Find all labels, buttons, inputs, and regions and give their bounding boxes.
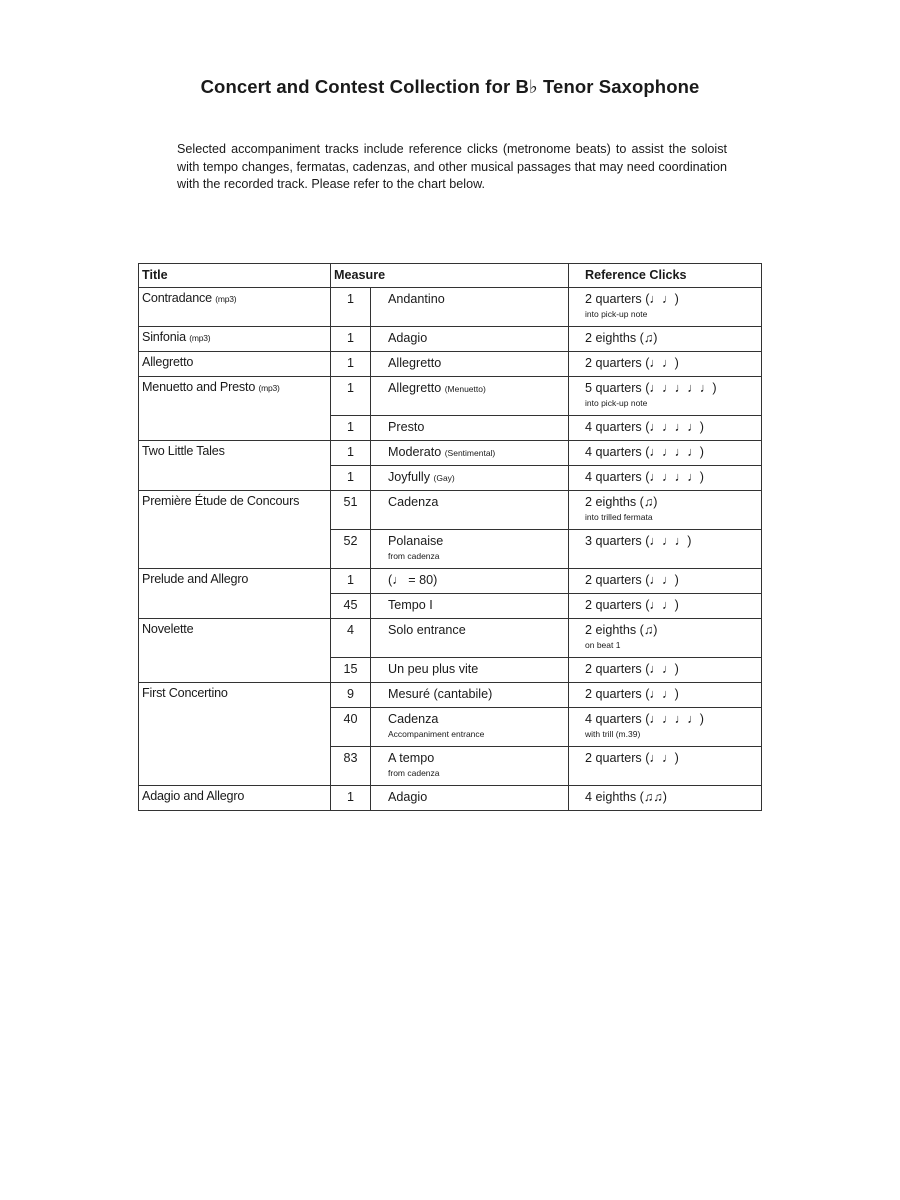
section-cell xyxy=(371,288,569,327)
section-cell xyxy=(371,747,569,786)
table-row xyxy=(139,377,762,416)
piece-title-cell xyxy=(139,288,331,327)
reference-clicks-cell xyxy=(569,530,762,569)
header-title: Title xyxy=(139,264,331,288)
piece-title: First Concertino xyxy=(142,686,228,700)
reference-clicks: 5 quarters (♩♩♩♩♩) xyxy=(585,381,717,395)
reference-clicks: 2 eighths (♫) xyxy=(585,623,658,637)
reference-clicks-cell xyxy=(569,491,762,530)
measure-number: 1 xyxy=(331,466,371,491)
section-name: Un peu plus vite xyxy=(388,662,479,676)
piece-title-cell xyxy=(139,683,331,786)
reference-clicks-cell xyxy=(569,658,762,683)
measure-number: 1 xyxy=(331,352,371,377)
piece-format-note: (mp3) xyxy=(258,383,280,393)
section-cell xyxy=(371,377,569,416)
measure-number: 1 xyxy=(331,377,371,416)
piece-title-cell xyxy=(139,377,331,441)
section-cell xyxy=(371,786,569,811)
reference-clicks-cell xyxy=(569,683,762,708)
section-cell xyxy=(371,352,569,377)
measure-number: 15 xyxy=(331,658,371,683)
piece-title-cell xyxy=(139,491,331,569)
section-cell xyxy=(371,327,569,352)
reference-clicks-cell xyxy=(569,377,762,416)
reference-clicks-note: on beat 1 xyxy=(585,640,621,650)
intro-paragraph: Selected accompaniment tracks include reference clicks (metronome beats) to assist the soloist with tempo changes, fermatas, cadenzas, and other musical passages that may need coordination with the recorded track. Please refer to the chart below. xyxy=(177,142,727,191)
piece-title-cell xyxy=(139,786,331,811)
measure-number: 52 xyxy=(331,530,371,569)
table-body xyxy=(139,288,762,811)
table-row xyxy=(139,288,762,327)
reference-clicks: 2 quarters (♩♩) xyxy=(585,292,679,306)
reference-clicks: 2 quarters (♩♩) xyxy=(585,687,679,701)
section-note: (Menuetto) xyxy=(444,384,486,394)
reference-clicks-cell xyxy=(569,288,762,327)
piece-title: Contradance xyxy=(142,291,212,305)
section-name: Cadenza xyxy=(388,712,439,726)
header-measure: Measure xyxy=(331,264,569,288)
piece-title-cell xyxy=(139,352,331,377)
section-name: Solo entrance xyxy=(388,623,466,637)
section-name: Allegretto xyxy=(388,356,442,370)
table-row xyxy=(139,441,762,466)
reference-clicks-cell xyxy=(569,352,762,377)
piece-title: Sinfonia xyxy=(142,330,186,344)
section-cell xyxy=(371,708,569,747)
section-note: (Gay) xyxy=(433,473,455,483)
piece-title-cell xyxy=(139,619,331,683)
piece-title: Novelette xyxy=(142,622,194,636)
piece-title: Two Little Tales xyxy=(142,444,225,458)
section-name: Tempo I xyxy=(388,598,433,612)
section-name: Polanaise xyxy=(388,534,444,548)
section-name: Allegretto xyxy=(388,381,442,395)
section-name: Presto xyxy=(388,420,425,434)
header-reference-clicks: Reference Clicks xyxy=(569,264,762,288)
reference-clicks: 2 quarters (♩♩) xyxy=(585,573,679,587)
section-cell xyxy=(371,530,569,569)
page-title: Concert and Contest Collection for B♭ Tenor Saxophone xyxy=(200,76,700,97)
table-row xyxy=(139,619,762,658)
piece-title: Prelude and Allegro xyxy=(142,572,249,586)
reference-clicks-cell xyxy=(569,619,762,658)
table-row xyxy=(139,491,762,530)
section-cell xyxy=(371,683,569,708)
piece-title-cell xyxy=(139,441,331,491)
section-name: Mesuré (cantabile) xyxy=(388,687,493,701)
section-name: Adagio xyxy=(388,790,428,804)
reference-clicks: 4 quarters (♩♩♩♩) xyxy=(585,712,704,726)
measure-number: 1 xyxy=(331,416,371,441)
piece-title-cell xyxy=(139,327,331,352)
reference-clicks-cell xyxy=(569,416,762,441)
section-cell xyxy=(371,441,569,466)
piece-title: Première Étude de Concours xyxy=(142,494,300,508)
reference-clicks: 4 eighths (♫♫) xyxy=(585,790,667,804)
table-row xyxy=(139,683,762,708)
section-name: Cadenza xyxy=(388,495,439,509)
reference-clicks-cell xyxy=(569,327,762,352)
reference-clicks-note: with trill (m.39) xyxy=(585,729,641,739)
section-cell xyxy=(371,466,569,491)
section-note: (Sentimental) xyxy=(444,448,496,458)
section-cell xyxy=(371,491,569,530)
reference-clicks: 2 eighths (♫) xyxy=(585,331,658,345)
measure-number: 1 xyxy=(331,327,371,352)
reference-clicks: 4 quarters (♩♩♩♩) xyxy=(585,420,704,434)
measure-number: 83 xyxy=(331,747,371,786)
section-subnote: Accompaniment entrance xyxy=(388,729,485,739)
piece-format-note: (mp3) xyxy=(189,333,211,343)
reference-clicks-cell xyxy=(569,708,762,747)
section-cell xyxy=(371,658,569,683)
section-name: Moderato xyxy=(388,445,442,459)
reference-clicks: 2 quarters (♩♩) xyxy=(585,662,679,676)
section-name: Andantino xyxy=(388,292,445,306)
reference-clicks: 2 quarters (♩♩) xyxy=(585,598,679,612)
section-cell xyxy=(371,619,569,658)
piece-title: Adagio and Allegro xyxy=(142,789,245,803)
section-name: A tempo xyxy=(388,751,435,765)
reference-clicks-cell xyxy=(569,441,762,466)
measure-number: 1 xyxy=(331,288,371,327)
table-header-row xyxy=(139,264,762,288)
reference-clicks: 4 quarters (♩♩♩♩) xyxy=(585,445,704,459)
measure-number: 51 xyxy=(331,491,371,530)
measure-number: 1 xyxy=(331,786,371,811)
section-cell xyxy=(371,569,569,594)
table-row xyxy=(139,569,762,594)
section-cell xyxy=(371,594,569,619)
measure-number: 1 xyxy=(331,569,371,594)
section-name: (♩ = 80) xyxy=(388,573,438,587)
section-name: Joyfully xyxy=(388,470,430,484)
reference-clicks: 3 quarters (♩♩♩) xyxy=(585,534,692,548)
reference-clicks-cell xyxy=(569,786,762,811)
table-row xyxy=(139,786,762,811)
reference-clicks-note: into trilled fermata xyxy=(585,512,653,522)
measure-number: 4 xyxy=(331,619,371,658)
reference-clicks-cell xyxy=(569,747,762,786)
measure-number: 1 xyxy=(331,441,371,466)
reference-clicks-cell xyxy=(569,594,762,619)
table-row xyxy=(139,352,762,377)
measure-number: 45 xyxy=(331,594,371,619)
reference-clicks-note: into pick-up note xyxy=(585,309,648,319)
table-row xyxy=(139,327,762,352)
section-subnote: from cadenza xyxy=(388,768,440,778)
section-name: Adagio xyxy=(388,331,428,345)
piece-title: Menuetto and Presto xyxy=(142,380,256,394)
piece-title: Allegretto xyxy=(142,355,194,369)
measure-number: 9 xyxy=(331,683,371,708)
section-cell xyxy=(371,416,569,441)
piece-format-note: (mp3) xyxy=(215,294,237,304)
reference-clicks: 2 quarters (♩♩) xyxy=(585,356,679,370)
reference-clicks-table xyxy=(138,263,762,811)
piece-title-cell xyxy=(139,569,331,619)
section-subnote: from cadenza xyxy=(388,551,440,561)
measure-number: 40 xyxy=(331,708,371,747)
reference-clicks: 2 quarters (♩♩) xyxy=(585,751,679,765)
reference-clicks-cell xyxy=(569,569,762,594)
reference-clicks-note: into pick-up note xyxy=(585,398,648,408)
reference-clicks: 2 eighths (♫) xyxy=(585,495,658,509)
reference-clicks-cell xyxy=(569,466,762,491)
reference-clicks: 4 quarters (♩♩♩♩) xyxy=(585,470,704,484)
